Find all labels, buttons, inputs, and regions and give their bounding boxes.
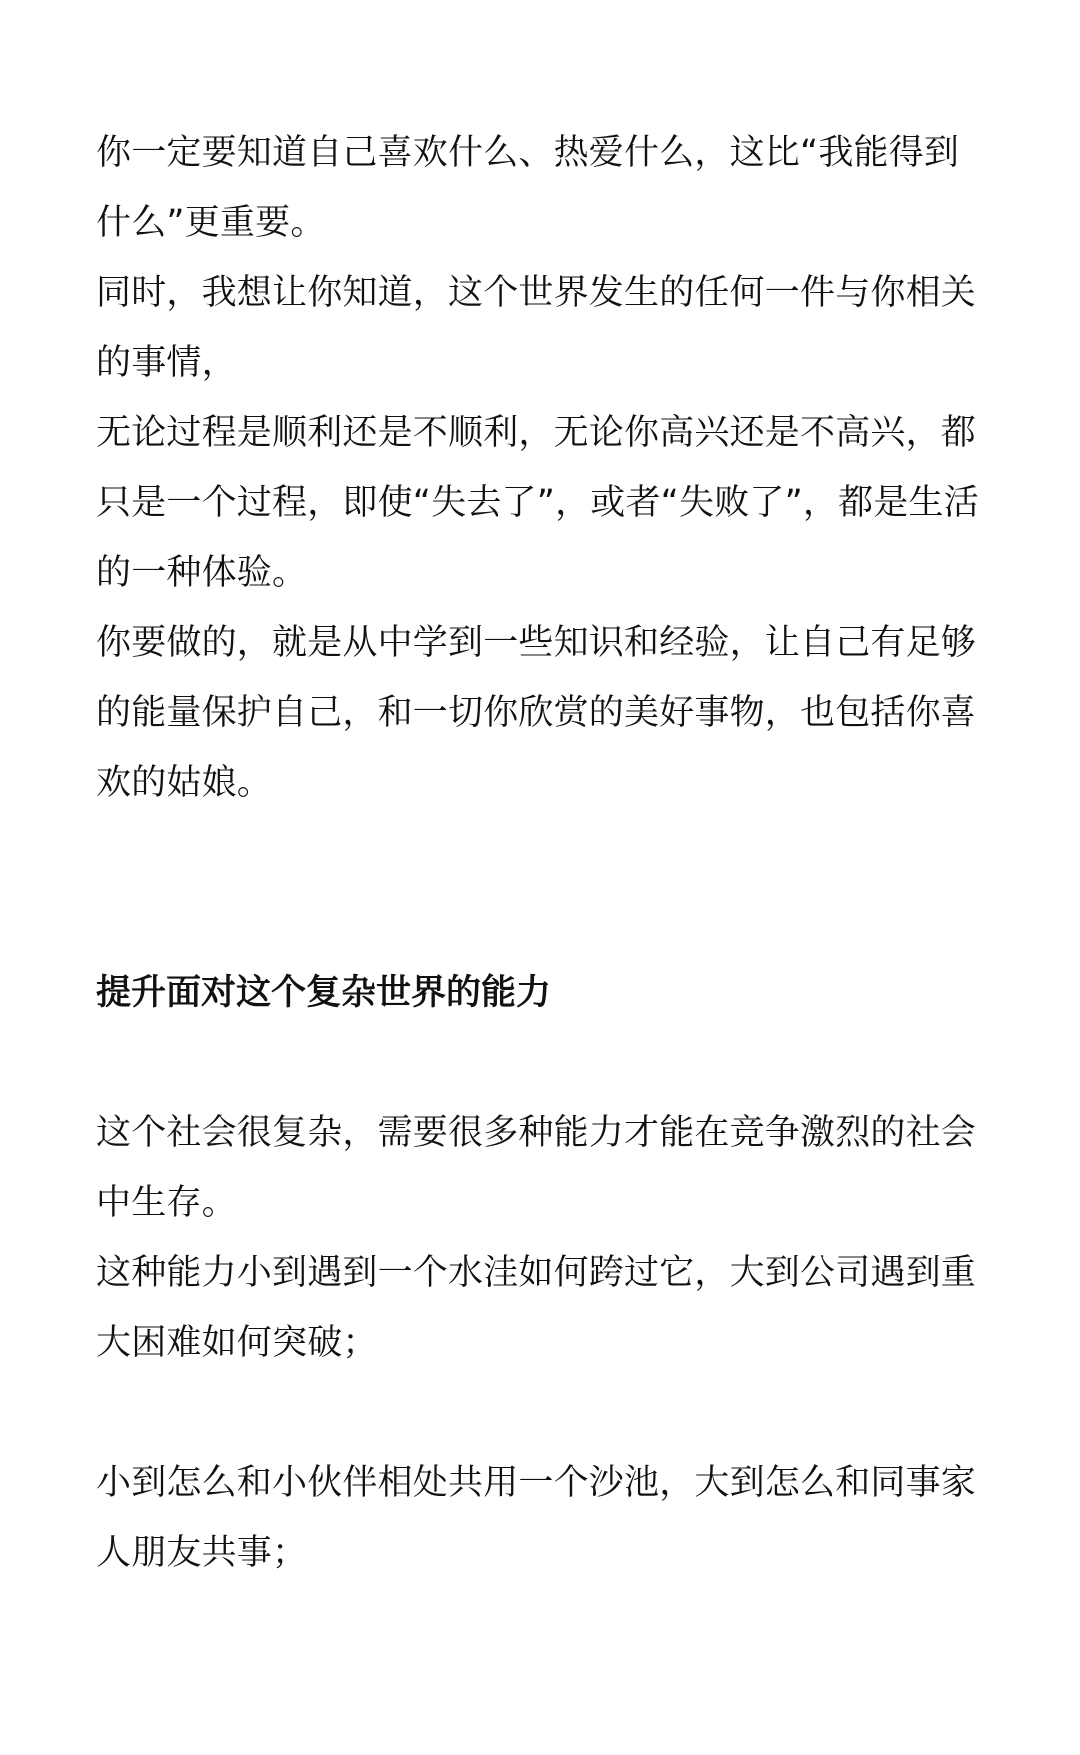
paragraph: 小到怎么和小伙伴相处共用一个沙池，大到怎么和同事家人朋友共事； [96,1463,977,1573]
article-body [96,118,992,1588]
paragraph: 你要做的，就是从中学到一些知识和经验，让自己有足够的能量保护自己，和一切你欣赏的美好事物，也包括你喜欢的姑娘。 [96,623,977,803]
paragraph: 同时，我想让你知道，这个世界发生的任何一件与你相关的事情， [96,273,977,383]
paragraph: 这个社会很复杂，需要很多种能力才能在竞争激烈的社会中生存。 [96,1113,977,1223]
spacer [96,818,992,958]
section-heading: 提升面对这个复杂世界的能力 [96,973,552,1013]
spacer [96,1028,992,1098]
paragraph: 你一定要知道自己喜欢什么、热爱什么，这比“我能得到什么”更重要。 [96,133,960,243]
spacer [96,1378,992,1448]
paragraph: 无论过程是顺利还是不顺利，无论你高兴还是不高兴，都只是一个过程，即使“失去了”，或者“失败了”，都是生活的一种体验。 [96,413,979,593]
paragraph: 这种能力小到遇到一个水洼如何跨过它，大到公司遇到重大困难如何突破； [96,1253,977,1363]
